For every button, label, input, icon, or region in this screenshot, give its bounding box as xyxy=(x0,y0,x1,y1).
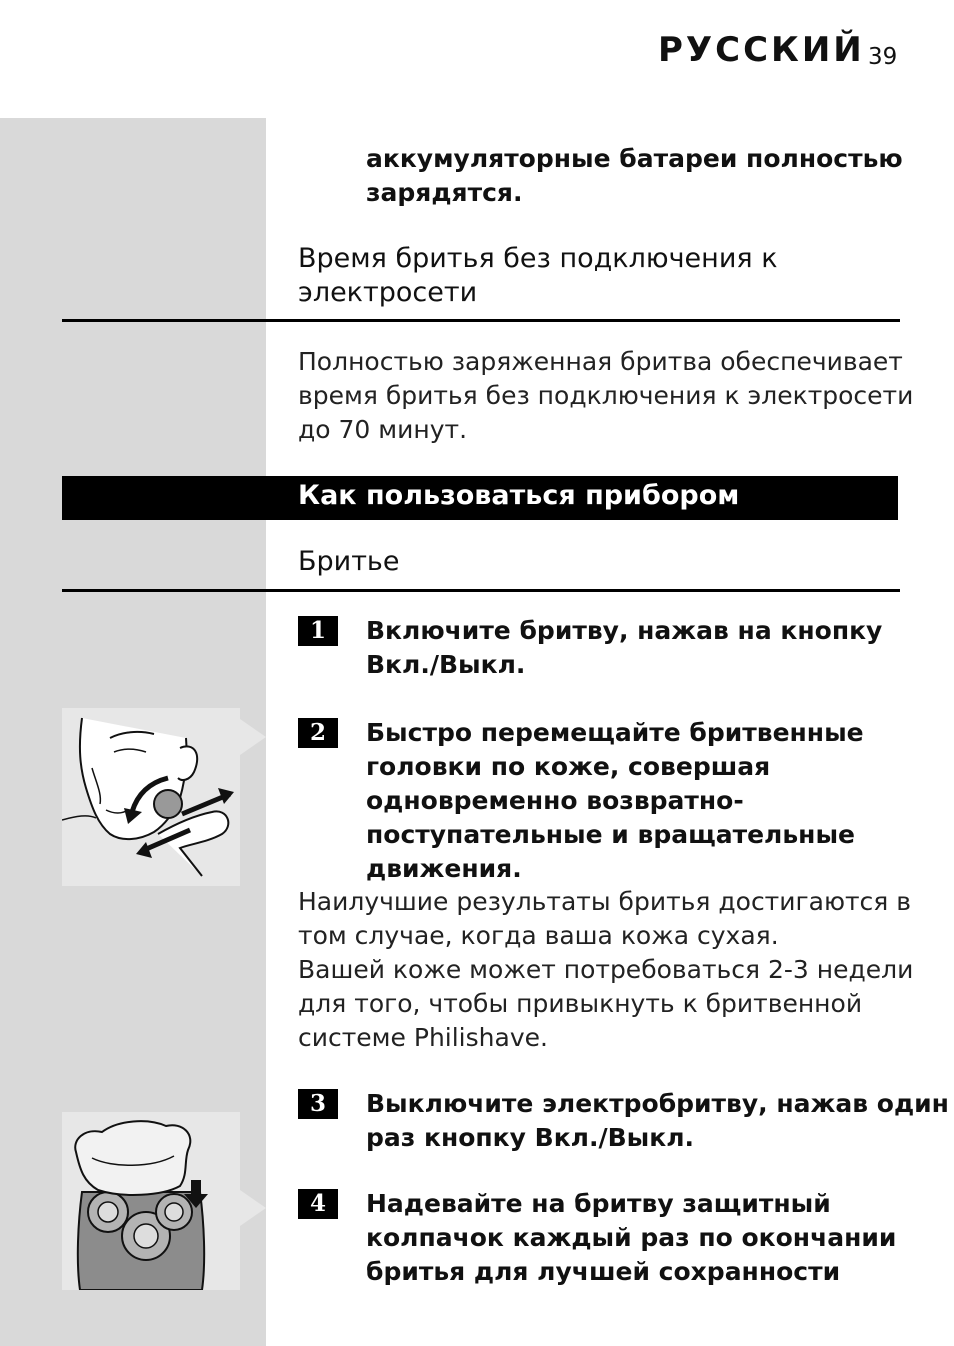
face-shaving-drawing xyxy=(62,708,240,886)
step-number-3: 3 xyxy=(298,1089,338,1119)
cordless-text: Полностью заряженная бритва обеспечивает время бритья без подключения к электросети до 70 минут. xyxy=(298,347,914,444)
cordless-section-title: Время бритья без подключения к электросети xyxy=(298,243,778,308)
usage-section-heading xyxy=(62,476,898,520)
shaving-face-illustration xyxy=(62,708,240,886)
step-4-text: Надевайте на бритву защитный колпачок каждый раз по окончании бритья для лучшей сохранности xyxy=(366,1189,897,1286)
step-number-4: 4 xyxy=(298,1189,338,1219)
language-heading: РУССКИЙ xyxy=(658,30,865,70)
intro-text: аккумуляторные батареи полностью зарядятся. xyxy=(366,144,903,207)
shaving-subtitle: Бритье xyxy=(298,546,400,577)
protection-cap-illustration xyxy=(62,1112,240,1290)
shaving-note: Наилучшие результаты бритья достигаются в том случае, когда ваша кожа сухая. Вашей коже может потребоваться 2-3 недели для того, чтобы привыкнуть к бритвенной системе Philishave. xyxy=(298,887,914,1052)
step-number-2: 2 xyxy=(298,718,338,748)
section-divider xyxy=(62,319,900,322)
step-1-text: Включите бритву, нажав на кнопку Вкл./Выкл. xyxy=(366,616,883,679)
step-2-text: Быстро перемещайте бритвенные головки по коже, совершая одновременно возвратно- поступательные и вращательные движения. xyxy=(366,718,864,883)
step-3-text: Выключите электробритву, нажав один раз кнопку Вкл./Выкл. xyxy=(366,1089,949,1152)
illustration-pointer-2 xyxy=(240,1190,266,1226)
usage-title: Как пользоваться прибором xyxy=(298,480,740,511)
illustration-pointer xyxy=(240,719,266,755)
subsection-divider xyxy=(62,589,900,592)
shaver-cap-drawing xyxy=(62,1112,240,1290)
step-number-1: 1 xyxy=(298,616,338,646)
page-number: 39 xyxy=(868,44,898,70)
